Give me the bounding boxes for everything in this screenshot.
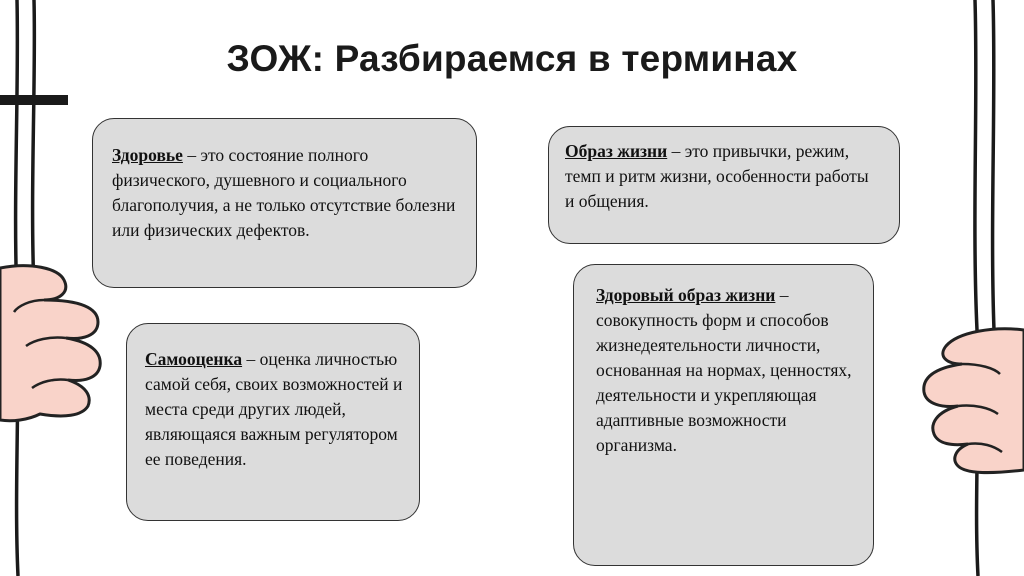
right-poster-edge [975,0,978,576]
term-health: Здоровье [112,145,183,165]
hand-holding-left-icon [0,266,100,421]
definition-self-esteem: – оценка личностью самой себя, своих возможностей и места среди других людей, являющаяся важным регулятором ее поведения. [145,349,403,469]
definition-card-lifestyle [548,126,900,244]
definition-healthy-lifestyle: – совокупность форм и способов жизнедеятельности личности, основанная на нормах, ценностях, деятельности и укрепляющая адаптивные возможности организма. [596,285,852,455]
page-title: ЗОЖ: Разбираемся в терминах [226,38,798,79]
term-lifestyle: Образ жизни [565,141,668,161]
definition-lifestyle: – это привычки, режим, темп и ритм жизни, особенности работы и общения. [565,141,869,211]
definition-card-healthy-lifestyle [573,264,874,566]
hand-holding-right-icon [924,329,1024,473]
left-crossbar [0,95,68,105]
definition-health: – это состояние полного физического, душевного и социального благополучия, а не только отсутствие болезни или физических дефектов. [112,145,456,240]
definition-card-self-esteem [126,323,420,521]
term-healthy-lifestyle: Здоровый образ жизни [596,285,776,305]
definition-card-health [92,118,477,288]
term-self-esteem: Самооценка [145,349,243,369]
